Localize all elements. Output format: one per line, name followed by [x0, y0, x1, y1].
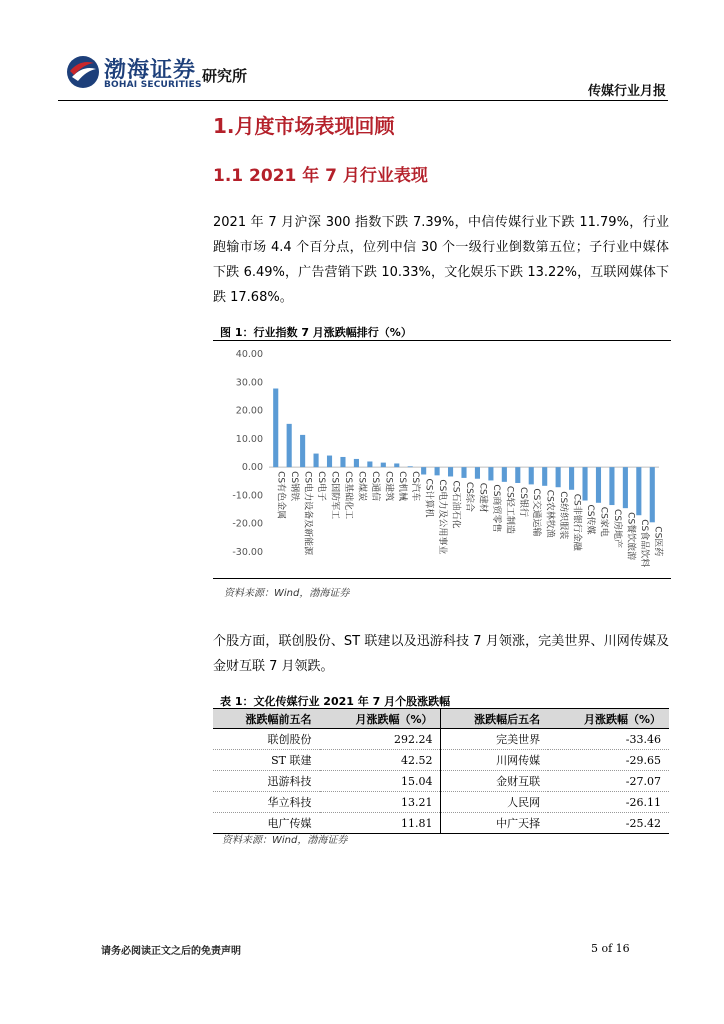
bar	[367, 461, 372, 467]
figure-top-rule	[213, 340, 671, 341]
x-category-label: CS电力及公用事业	[437, 479, 448, 555]
header-change-bottom: 月涨跌幅（%）	[548, 709, 669, 729]
bar	[340, 457, 345, 467]
bar	[636, 467, 641, 515]
table-row	[213, 750, 669, 771]
bottom-stock-name: 完美世界	[441, 729, 548, 750]
table-source: 资料来源：Wind，渤海证券	[222, 835, 348, 846]
bar	[502, 467, 507, 482]
x-category-label: CS汽车	[410, 471, 421, 502]
header-top-five: 涨跌幅前五名	[213, 709, 320, 729]
bar	[381, 463, 386, 468]
y-tick-label: -10.00	[232, 490, 263, 502]
y-tick-label: -20.00	[232, 518, 263, 530]
x-category-label: CS计算机	[423, 478, 434, 518]
bar	[515, 467, 520, 483]
bar	[273, 389, 278, 468]
table-row	[213, 771, 669, 792]
bar	[421, 467, 426, 474]
top-stock-name: 华立科技	[213, 792, 320, 813]
y-tick-label: 40.00	[235, 349, 263, 360]
x-category-label: CS电子	[316, 471, 327, 502]
top-stock-change: 292.24	[320, 729, 441, 750]
bar	[623, 467, 628, 508]
brand-name-cn: 渤海证券	[104, 57, 197, 83]
top-stock-name: 电广传媒	[213, 813, 320, 834]
x-category-label: CS基础化工	[342, 471, 353, 520]
section-heading: 1.月度市场表现回顾	[213, 114, 395, 138]
bar	[556, 467, 561, 487]
bottom-stock-name: 中广天择	[441, 813, 548, 834]
bar	[408, 466, 413, 467]
y-tick-label: -30.00	[232, 547, 263, 558]
y-tick-label: 10.00	[235, 433, 263, 445]
top-stock-change: 42.52	[320, 750, 441, 771]
bottom-stock-change: -25.42	[548, 813, 669, 834]
y-tick-label: 0.00	[241, 462, 263, 474]
x-category-label: CS房地产	[611, 509, 622, 549]
x-category-label: CS餐饮旅游	[625, 512, 636, 561]
bar	[287, 424, 292, 467]
header-bottom-five: 涨跌幅后五名	[441, 709, 548, 729]
x-category-label: CS非银行金融	[571, 493, 582, 551]
page-number: 5 of 16	[591, 942, 630, 955]
bar	[596, 467, 601, 503]
table-caption: 表 1：文化传媒行业 2021 年 7 月个股涨跌幅	[220, 695, 451, 708]
bar	[475, 467, 480, 479]
figure-source: 资料来源：Wind，渤海证券	[224, 588, 350, 599]
x-category-label: CS家电	[598, 506, 609, 537]
figure-bottom-rule	[213, 578, 671, 579]
x-category-label: CS交通运输	[531, 488, 542, 537]
x-category-label: CS煤炭	[356, 471, 367, 502]
x-category-label: CS国防军工	[329, 471, 340, 520]
bar	[529, 467, 534, 484]
x-category-label: CS医药	[652, 526, 663, 557]
top-stock-name: 迅游科技	[213, 771, 320, 792]
bar	[314, 454, 319, 468]
x-category-label: CS农林牧渔	[544, 489, 555, 538]
report-type: 传媒行业月报	[587, 84, 666, 99]
top-stock-change: 15.04	[320, 771, 441, 792]
bar	[488, 467, 493, 480]
header-divider	[58, 100, 668, 101]
bar	[650, 467, 655, 522]
bar	[461, 467, 466, 478]
x-category-label: CS传媒	[585, 504, 596, 535]
top-stock-change: 13.21	[320, 792, 441, 813]
bottom-stock-name: 金财互联	[441, 771, 548, 792]
bar	[582, 467, 587, 500]
body-paragraph-performance: 2021 年 7 月沪深 300 指数下跌 7.39%，中信传媒行业下跌 11.79%，行业跑输市场 4.4 个百分点，位列中信 30 个一级行业倒数第五位；子行业中媒体下跌 6.49%，广告营销下跌 10.33%，文化娱乐下跌 13.22%，互联网媒体下跌 17.68%。	[213, 215, 669, 305]
bar	[300, 435, 305, 467]
x-category-label: CS建筑	[383, 471, 394, 502]
x-category-label: CS纺织服装	[558, 491, 569, 540]
bottom-stock-change: -29.65	[548, 750, 669, 771]
bottom-stock-change: -27.07	[548, 771, 669, 792]
y-tick-label: 20.00	[235, 405, 263, 417]
top-stock-name: 联创股份	[213, 729, 320, 750]
x-category-label: CS有色金属	[275, 471, 286, 520]
subsection-heading: 1.1 2021 年 7 月行业表现	[213, 166, 428, 186]
bottom-stock-change: -26.11	[548, 792, 669, 813]
bar	[542, 467, 547, 486]
stock-performance-table	[213, 708, 669, 834]
figure-caption: 图 1：行业指数 7 月涨跌幅排行（%）	[220, 326, 412, 339]
top-stock-change: 11.81	[320, 813, 441, 834]
table-row	[213, 792, 669, 813]
table-row	[213, 729, 669, 750]
bar	[435, 467, 440, 475]
bar	[327, 456, 332, 468]
x-category-label: CS商贸零售	[490, 484, 501, 533]
x-category-label: CS综合	[464, 481, 474, 512]
x-category-label: CS石油石化	[450, 480, 461, 529]
table-header-row	[213, 709, 669, 729]
top-stock-name: ST 联建	[213, 750, 320, 771]
disclaimer-note: 请务必阅读正文之后的免责声明	[101, 946, 241, 957]
brand-name-en: BOHAI SECURITIES	[104, 80, 202, 90]
bottom-stock-name: 人民网	[441, 792, 548, 813]
x-category-label: CS银行	[517, 486, 528, 517]
bottom-stock-name: 川网传媒	[441, 750, 548, 771]
bar	[609, 467, 614, 505]
bar	[394, 463, 399, 467]
bar	[569, 467, 574, 490]
y-tick-label: 30.00	[235, 377, 263, 389]
x-category-label: CS通信	[369, 471, 380, 502]
header-change-top: 月涨跌幅（%）	[320, 709, 441, 729]
bohai-logo-icon	[66, 55, 100, 89]
institute-label: 研究所	[202, 67, 248, 85]
industry-index-bar-chart	[213, 342, 671, 576]
bar	[354, 459, 359, 467]
bar	[448, 467, 453, 476]
x-category-label: CS电力设备及新能源	[302, 471, 313, 556]
x-category-label: CS轻工制造	[504, 485, 515, 534]
x-category-label: CS机械	[396, 471, 407, 502]
body-paragraph-stocks: 个股方面，联创股份、ST 联建以及迅游科技 7 月领涨，完美世界、川网传媒及金财互联 7 月领跌。	[213, 634, 669, 674]
x-category-label: CS建材	[477, 482, 488, 513]
bottom-stock-change: -33.46	[548, 729, 669, 750]
x-category-label: CS钢铁	[289, 471, 300, 502]
x-category-label: CS食品饮料	[638, 519, 649, 568]
